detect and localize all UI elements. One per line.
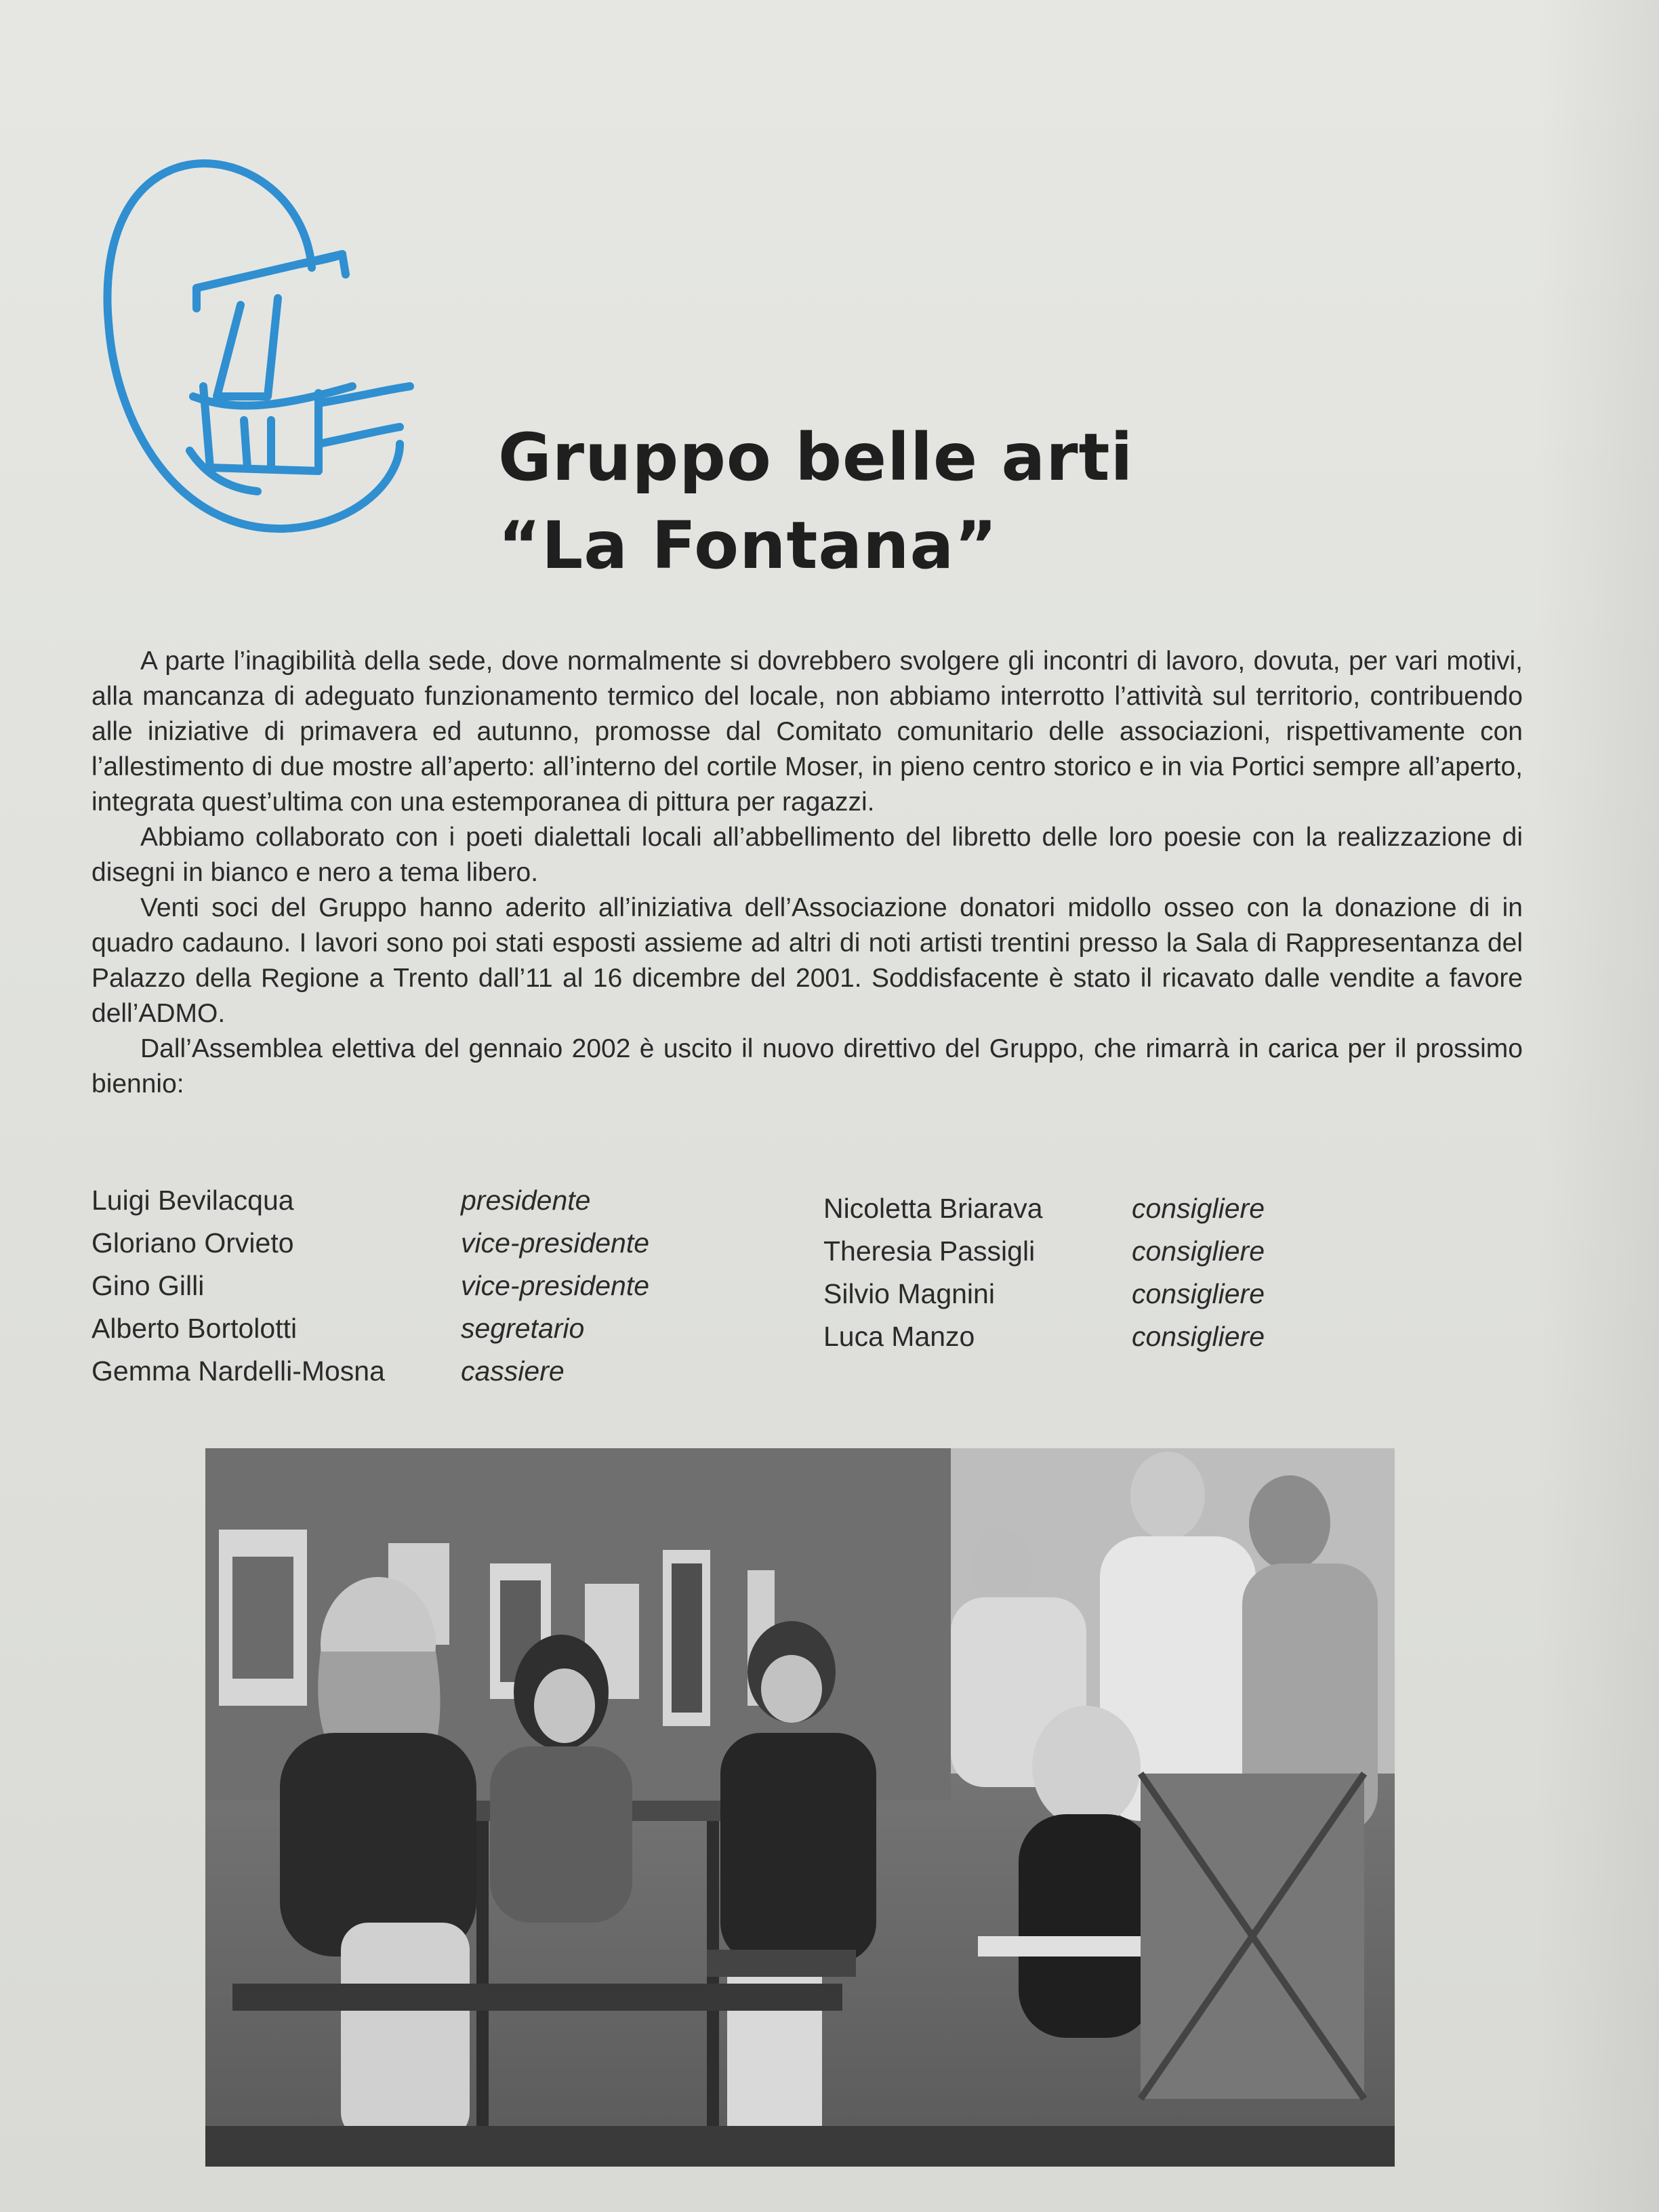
member-role: presidente <box>461 1185 591 1216</box>
page-edge-shadow <box>1537 0 1659 2212</box>
member-name: Theresia Passigli <box>823 1235 1036 1267</box>
member-name: Gino Gilli <box>91 1270 205 1301</box>
member-role: consigliere <box>1132 1278 1265 1309</box>
board-names-right <box>823 1187 1043 1358</box>
member-name: Luigi Bevilacqua <box>91 1185 294 1216</box>
member-role: segretario <box>461 1313 585 1344</box>
fountain-logo-icon <box>102 152 468 559</box>
member-name: Nicoletta Briarava <box>823 1193 1043 1224</box>
member-name: Silvio Magnini <box>823 1278 995 1309</box>
member-name: Gemma Nardelli-Mosna <box>91 1355 385 1387</box>
member-role: consigliere <box>1132 1193 1265 1224</box>
member-role: vice-presidente <box>461 1227 650 1258</box>
member-name: Alberto Bortolotti <box>91 1313 298 1344</box>
title-line-1: Gruppo belle arti <box>498 419 1134 495</box>
member-role: cassiere <box>461 1355 565 1387</box>
member-role: vice-presidente <box>461 1270 650 1301</box>
paragraph: Venti soci del Gruppo hanno aderito all’iniziativa dell’Associazione donatori midollo osseo con la donazione di in quadro cadauno. I lavori sono poi stati esposti assieme ad altri di noti artisti trentini presso la Sala di Rappresentanza del Palazzo della Regione a Trento dall’11 al 16 dicembre del 2001. Soddisfacente è stato il ricavato dalle vendite a favore dell’ADMO. <box>91 893 1523 1028</box>
article-body <box>91 644 1523 1102</box>
children-painting-photo <box>205 1448 1395 2167</box>
paragraph: A parte l’inagibilità della sede, dove normalmente si dovrebbero svolgere gli incontri di lavoro, dovuta, per vari motivi, alla mancanza di adeguato funzionamento termico del locale, non abbiamo interrotto l’attività sul territorio, contribuendo alle iniziative di primavera ed autunno, promosse dal Comitato comunitario delle associazioni, rispettivamente con l’allestimento di due mostre all’aperto: all’interno del cortile Moser, in pieno centro storico e in via Portici sempre all’aperto, integrata quest’ultima con una estemporanea di pittura per ragazzi. <box>91 647 1523 817</box>
member-role: consigliere <box>1132 1235 1265 1267</box>
board-members-list <box>91 1179 1311 1403</box>
member-name: Gloriano Orvieto <box>91 1227 294 1258</box>
page-title <box>498 413 1133 590</box>
board-names-left <box>91 1179 385 1393</box>
board-roles-right <box>1132 1187 1265 1358</box>
paragraph: Dall’Assemblea elettiva del gennaio 2002 è uscito il nuovo direttivo del Gruppo, che rimarrà in carica per il prossimo biennio: <box>91 1034 1523 1099</box>
member-role: consigliere <box>1132 1321 1265 1352</box>
photo-image <box>205 1448 1395 2167</box>
board-roles-left <box>461 1179 649 1393</box>
paragraph: Abbiamo collaborato con i poeti dialettali locali all’abbellimento del libretto delle loro poesie con la realizzazione di disegni in bianco e nero a tema libero. <box>91 823 1523 887</box>
member-name: Luca Manzo <box>823 1321 975 1352</box>
title-line-2: “La Fontana” <box>498 508 998 583</box>
